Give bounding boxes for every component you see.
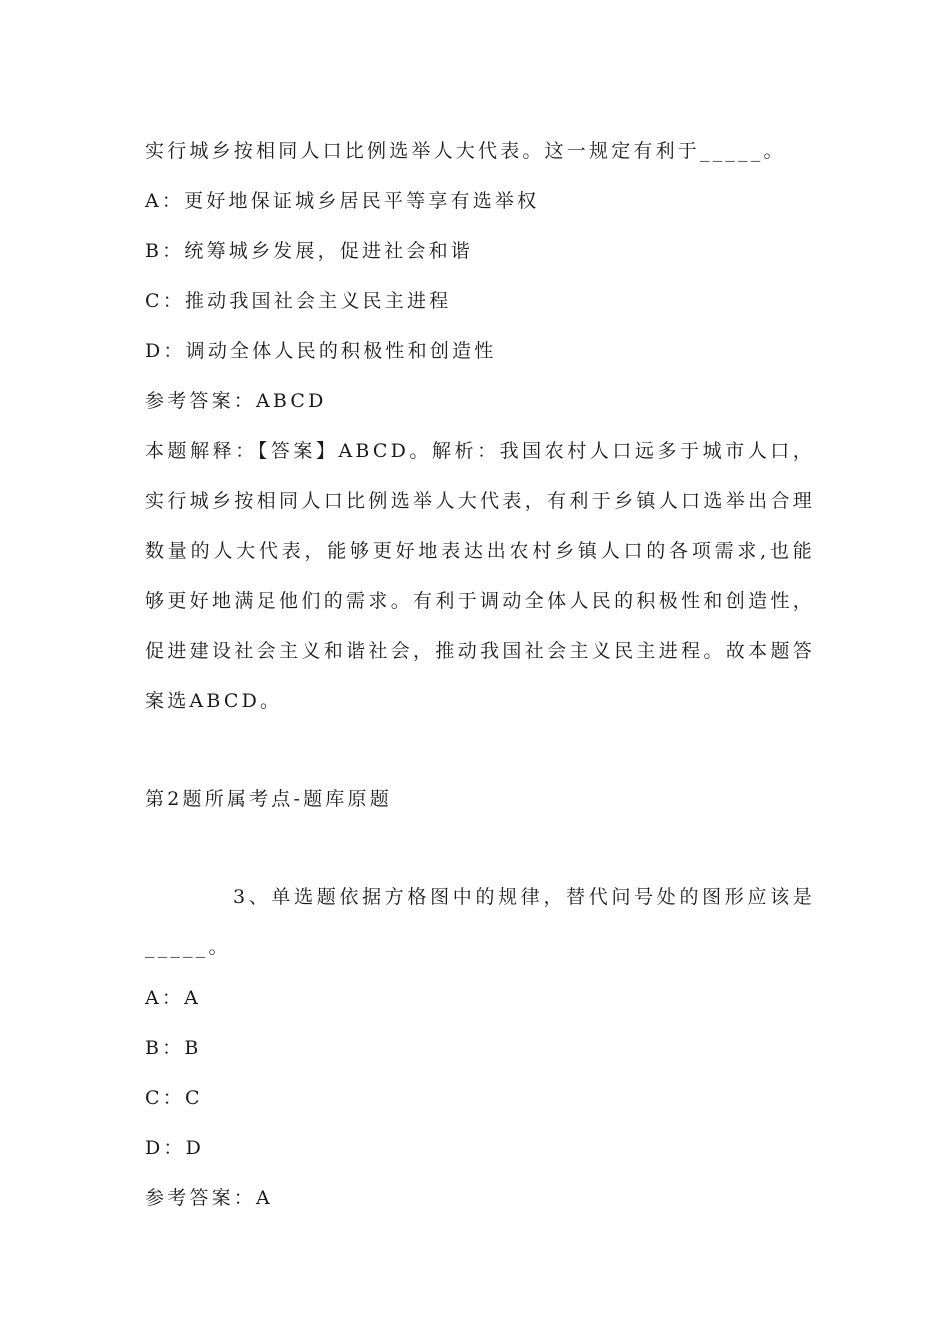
q3-answer: 参考答案：A — [145, 1187, 273, 1209]
q2-knowledge-point: 第2题所属考点-题库原题 — [145, 788, 392, 810]
q1-option-c: C：推动我国社会主义民主进程 — [145, 290, 452, 312]
q3-option-b: B：B — [145, 1037, 202, 1059]
q1-option-a: A：更好地保证城乡居民平等享有选举权 — [145, 190, 540, 212]
q1-option-d: D：调动全体人民的积极性和创造性 — [145, 340, 497, 362]
q1-stem-tail: 实行城乡按相同人口比例选举人大代表。这一规定有利于_____。 — [145, 140, 786, 162]
q3-option-c: C：C — [145, 1087, 203, 1109]
q3-option-d: D：D — [145, 1137, 205, 1159]
q3-stem: 3、单选题依据方格图中的规律，替代问号处的图形应该是_____。 — [145, 886, 815, 958]
q3-option-a: A：A — [145, 987, 202, 1009]
q1-explanation: 本题解释：【答案】ABCD。解析：我国农村人口远多于城市人口，实行城乡按相同人口比例选举人大代表，有利于乡镇人口选举出合理数量的人大代表，能够更好地表达出农村乡镇人口的各项需求,也能够更好地满足他们的需求。有利于调动全体人民的积极性和创造性，促进建设社会主义和谐社会，推动我国社会主义民主进程。故本题答案选ABCD。 — [145, 440, 815, 712]
q1-answer: 参考答案：ABCD — [145, 390, 327, 412]
q1-option-b: B：统筹城乡发展，促进社会和谐 — [145, 240, 473, 262]
